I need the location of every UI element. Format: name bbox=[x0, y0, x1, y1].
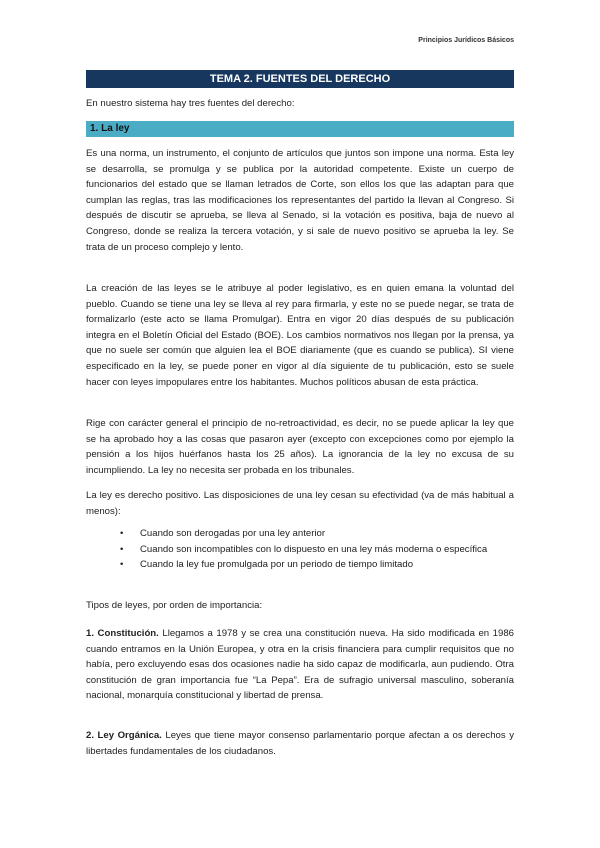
list-item bbox=[86, 542, 514, 558]
running-header: Principios Jurídicos Básicos bbox=[418, 37, 514, 44]
bullet-icon: • bbox=[120, 543, 124, 555]
page-title: TEMA 2. FUENTES DEL DERECHO bbox=[86, 70, 514, 88]
type-constitution bbox=[86, 626, 514, 704]
type-text: Leyes que tiene mayor consenso parlamentario porque afectan a os derechos y libertades fundamentales de los ciudadanos. bbox=[86, 730, 514, 757]
type-organic-law bbox=[86, 728, 514, 759]
list-item bbox=[86, 557, 514, 573]
type-text: Llegamos a 1978 y se crea una constitución nueva. Ha sido modificada en 1986 cuando entramos en la Unión Europea, y otra en la crisis financiera para cumplir requisitos que no había, pero excluyendo esas dos ocasiones nadie ha sido capaz de modificarla, aun pudiendo. Otra constitución de gran importancia fue “La Pepa”. Era de sufragio universal masculino, soberanía nacional, monarquía constitucional y libertad de prensa. bbox=[86, 628, 514, 702]
intro-paragraph: En nuestro sistema hay tres fuentes del derecho: bbox=[86, 98, 295, 109]
bullet-list bbox=[86, 526, 514, 573]
bullet-icon: • bbox=[120, 528, 124, 539]
paragraph-positive-law: La ley es derecho positivo. Las disposiciones de una ley cesan su efectividad (va de más habitual a menos): bbox=[86, 490, 514, 517]
bullet-icon: • bbox=[120, 559, 124, 571]
section-heading: 1. La ley bbox=[86, 121, 514, 137]
paragraph-definition: Es una norma, un instrumento, el conjunto de artículos que juntos son impone una norma. Esta ley se desarrolla, se promulga y se publica por la autoridad competente. Existe un cuerpo de funcionarios del estado que se llaman letrados de Corte, son ellos los que las adaptan para que cumplan las reglas, tras las modificaciones los representantes del partido la llevan al Congreso. Si después de discutir se aprueba, se lleva al Senado, si la votación es positiva, baja de nuevo al Congreso, donde se realiza la tercera votación, y si sale de nuevo positivo se aprueba la ley. Se trata de un proceso complejo y lento. bbox=[86, 148, 514, 253]
paragraph-retroactivity: Rige con carácter general el principio de no-retroactividad, es decir, no se puede aplicar la ley que se ha aprobado hoy a las cosas que pasaron ayer (excepto con excepciones como por ejemplo la pensión a los hijos huérfanos hasta los 25 años). La ignorancia de la ley no excusa de su incumpliendo. La ley no necesita ser probada en los tribunales. bbox=[86, 418, 514, 476]
type-lead: 1. Constitución. bbox=[86, 628, 159, 639]
list-item-text: Cuando la ley fue promulgada por un periodo de tiempo limitado bbox=[140, 559, 414, 571]
paragraph-creation: La creación de las leyes se le atribuye al poder legislativo, es en quien emana la voluntad del pueblo. Cuando se tiene una ley se lleva al rey para firmarla, y este no se puede negar, se trata de formalizarlo (este acto se llama Promulgar). Entra en vigor 20 días después de su publicación integra en el Boletín Oficial del Estado (BOE). Los cambios normativos nos llegan por la prensa, ya que no suele ser común que alguien lea el BOE diariamente (que es cuando se publica). SI viene especificado en la ley, se puede poner en vigor al día siguiente de tu publicación, esto se suele hacer con leyes impopulares entre los habitantes. Muchos políticos abusan de esta práctica. bbox=[86, 283, 514, 388]
list-item-text: Cuando son incompatibles con lo dispuesto en una ley más moderna o específica bbox=[140, 543, 488, 555]
list-item bbox=[86, 526, 514, 542]
list-item-text: Cuando son derogadas por una ley anterior bbox=[140, 528, 326, 539]
types-intro: Tipos de leyes, por orden de importancia: bbox=[86, 600, 263, 611]
type-lead: 2. Ley Orgánica. bbox=[86, 730, 162, 741]
